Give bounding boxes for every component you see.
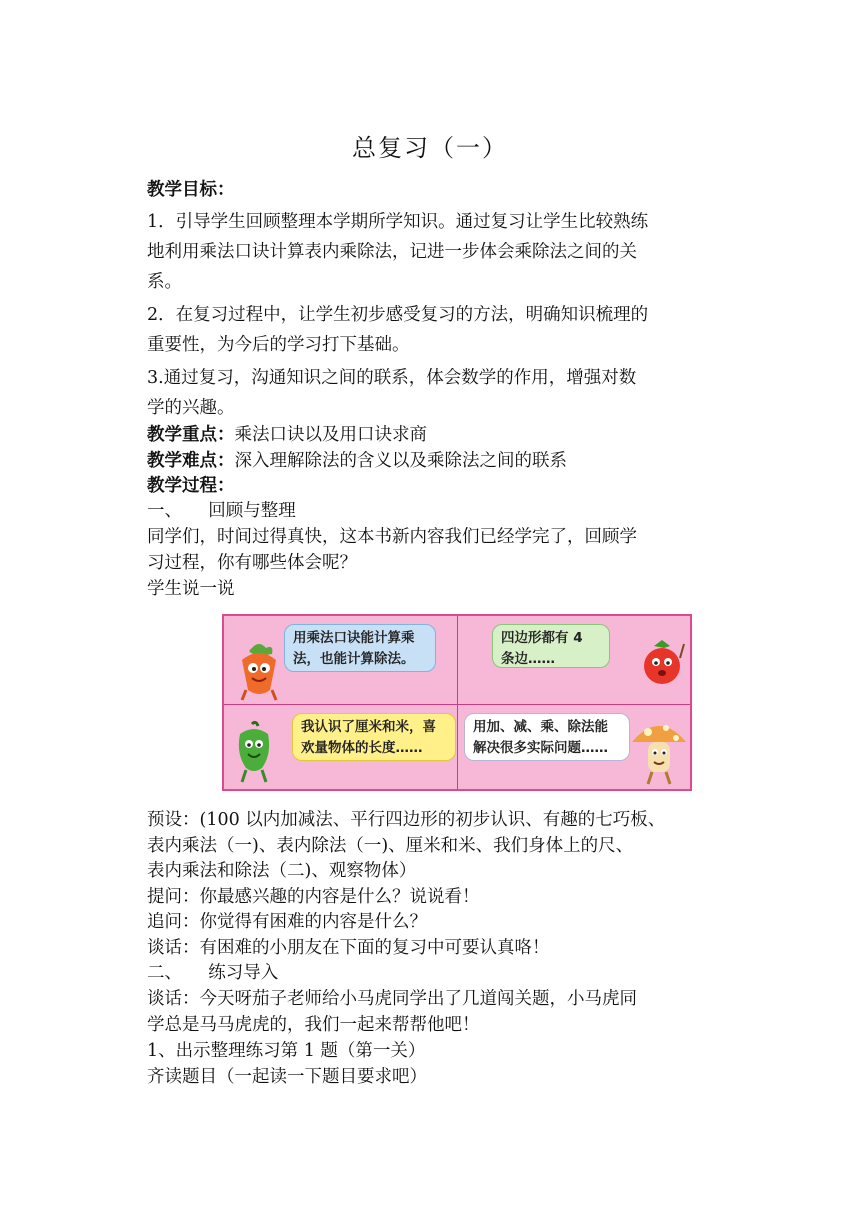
followup-question: 追问：你觉得有困难的内容是什么？ <box>147 912 427 932</box>
page-title: 总复习（一） <box>352 134 508 162</box>
section2-heading: 二、 练习导入 <box>147 963 279 983</box>
difficulty <box>147 449 717 473</box>
objective-1-line-2: 地利用乘法口诀计算表内乘除法，记进一步体会乘除法之间的关 <box>147 242 637 262</box>
preset-line-3: 表内乘法和除法（二)、观察物体） <box>147 861 417 881</box>
section2-talk-line-1: 谈话：今天呀茄子老师给小马虎同学出了几道闯关题，小马虎同 <box>147 989 637 1009</box>
student-talk: 学生说一说 <box>147 579 235 599</box>
speech-bubble-measurement <box>292 713 456 761</box>
objectives-heading: 教学目标： <box>147 180 235 200</box>
difficulty-text: 深入理解除法的含义以及乘除法之间的联系 <box>234 451 567 471</box>
section1-heading: 一、 回顾与整理 <box>147 501 296 521</box>
illustration-panel <box>222 614 692 791</box>
section1-intro-line-1: 同学们，时间过得真快，这本书新内容我们已经学完了，回顾学 <box>147 527 637 547</box>
objective-2-line-1: 2．在复习过程中，让学生初步感受复习的方法，明确知识梳理的 <box>147 305 649 325</box>
pepper-mascot-icon <box>228 720 280 786</box>
section2-talk-line-2: 学总是马马虎虎的，我们一起来帮帮他吧！ <box>147 1015 480 1035</box>
mushroom-mascot-icon <box>628 714 690 786</box>
talk-difficulty: 谈话：有困难的小朋友在下面的复习中可要认真咯！ <box>147 938 550 958</box>
speech-bubble-multiplication <box>284 624 436 672</box>
objective-1-line-1: 1．引导学生回顾整理本学期所学知识。通过复习让学生比较熟练 <box>147 212 649 232</box>
difficulty-label: 教学难点： <box>147 451 235 471</box>
bubble4-line-2: 解决很多实际问题…… <box>473 740 608 756</box>
speech-bubble-operations <box>464 713 630 761</box>
question: 提问：你最感兴趣的内容是什么？说说看！ <box>147 887 480 907</box>
preset-line-1: 预设：(100 以内加减法、平行四边形的初步认识、有趣的七巧板、 <box>147 810 666 830</box>
panel-divider-vertical <box>457 616 458 789</box>
speech-bubble-quadrilateral <box>492 624 610 668</box>
bubble1-line-1: 用乘法口诀能计算乘 <box>293 630 415 646</box>
exercise-1: 1、出示整理练习第 1 题（第一关） <box>147 1041 426 1061</box>
carrot-mascot-icon <box>232 640 286 702</box>
section1-intro-line-2: 习过程，你有哪些体会呢？ <box>147 553 357 573</box>
bubble3-line-1: 我认识了厘米和米，喜 <box>301 719 436 735</box>
bubble2-line-1: 四边形都有 4 <box>501 630 583 646</box>
bubble1-line-2: 法，也能计算除法。 <box>293 651 415 667</box>
tomato-mascot-icon <box>638 638 686 688</box>
read-together: 齐读题目（一起读一下题目要求吧） <box>147 1067 427 1087</box>
objective-1-line-3: 系。 <box>147 272 182 292</box>
bubble2-line-2: 条边…… <box>501 651 555 667</box>
panel-divider-horizontal <box>224 704 690 705</box>
key-point-label: 教学重点： <box>147 425 235 445</box>
preset-line-2: 表内乘法（一)、表内除法（一)、厘米和米、我们身体上的尺、 <box>147 836 634 856</box>
objective-3-line-1: 3.通过复习，沟通知识之间的联系，体会数学的作用，增强对数 <box>147 368 637 388</box>
objective-2-line-2: 重要性，为今后的学习打下基础。 <box>147 335 410 355</box>
process-heading: 教学过程： <box>147 476 235 496</box>
objective-3-line-2: 学的兴趣。 <box>147 398 235 418</box>
bubble3-line-2: 欢量物体的长度…… <box>301 740 423 756</box>
bubble4-line-1: 用加、减、乘、除法能 <box>473 719 608 735</box>
key-point-text: 乘法口诀以及用口诀求商 <box>234 425 427 445</box>
key-point <box>147 423 717 447</box>
